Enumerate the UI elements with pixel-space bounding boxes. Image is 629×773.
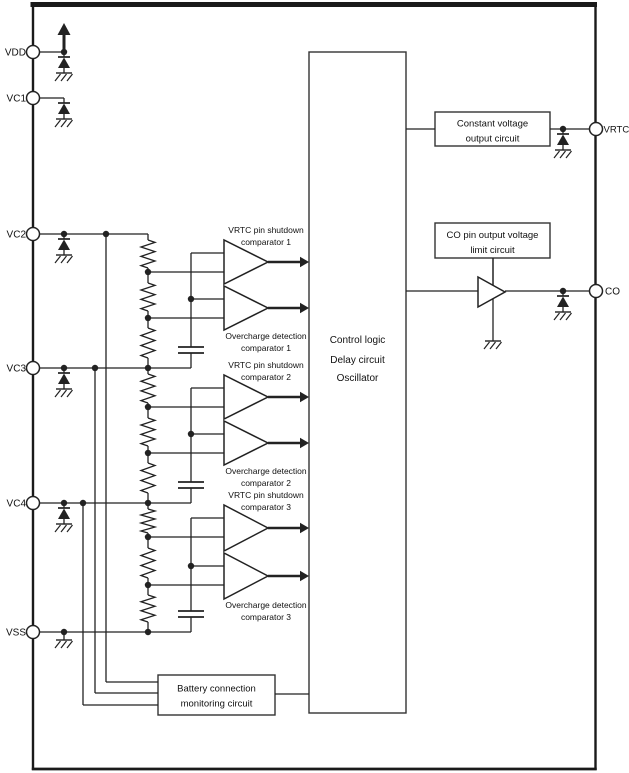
constant-voltage-line2: output circuit xyxy=(465,133,520,145)
co-buffer-triangle xyxy=(478,277,505,307)
ground-icon xyxy=(61,74,67,81)
diode-icon xyxy=(557,297,569,308)
constant-voltage-line1: Constant voltage xyxy=(456,118,529,130)
diode-icon xyxy=(58,104,70,115)
arrowhead-icon xyxy=(300,523,309,533)
pin-terminal-vdd xyxy=(27,46,40,59)
pin-terminal-vc4 xyxy=(27,497,40,510)
diode-icon xyxy=(58,58,70,69)
pin-label-co: CO xyxy=(605,286,620,298)
pin-terminal-vc2 xyxy=(27,228,40,241)
ground-icon xyxy=(560,151,566,158)
ground-icon xyxy=(67,525,73,532)
pin-terminal-vrtc xyxy=(590,123,603,136)
ground-icon xyxy=(67,120,73,127)
co-limit-line1: CO pin output voltage xyxy=(446,230,539,241)
diode-icon xyxy=(58,509,70,520)
comparator-triangle xyxy=(224,286,268,330)
arrowhead-icon xyxy=(300,392,309,402)
comparator-label: VRTC pin shutdown xyxy=(228,490,304,500)
ground-icon xyxy=(490,342,496,349)
pin-vss xyxy=(6,626,40,639)
co-limit-line2: limit circuit xyxy=(470,245,515,256)
junction-dot xyxy=(145,629,151,635)
comparator-triangle xyxy=(224,421,268,465)
ground-icon xyxy=(67,641,73,648)
ground-icon xyxy=(554,151,560,158)
comparator-label: Overcharge detection xyxy=(225,600,307,610)
pin-label-vc2: VC2 xyxy=(6,229,26,241)
resistor-zigzag-icon xyxy=(141,240,155,268)
control-logic-line1: Control logic xyxy=(329,335,386,346)
comparator-triangle xyxy=(224,553,268,599)
ground-icon xyxy=(67,256,73,263)
ground-icon xyxy=(55,641,61,648)
control-logic-line3: Oscillator xyxy=(336,373,379,384)
arrowhead-icon xyxy=(300,571,309,581)
pin-vc2 xyxy=(7,228,40,241)
ground-icon xyxy=(554,313,560,320)
resistor-zigzag-icon xyxy=(141,595,155,622)
constant-voltage-block xyxy=(435,112,550,146)
resistor-zigzag-icon xyxy=(141,548,155,578)
pin-terminal-vss xyxy=(27,626,40,639)
control-logic-block xyxy=(309,52,406,713)
resistor-zigzag-icon xyxy=(141,418,155,446)
ground-icon xyxy=(61,390,67,397)
diode-icon xyxy=(58,240,70,251)
pin-vc4 xyxy=(7,497,40,510)
ground-icon xyxy=(55,120,61,127)
pin-terminal-vc3 xyxy=(27,362,40,375)
comparator-label: VRTC pin shutdown xyxy=(228,225,304,235)
comparator-label: comparator 1 xyxy=(240,237,292,247)
diode-icon xyxy=(557,135,569,146)
battery-monitor-line1: Battery connection xyxy=(177,683,256,695)
ground-icon xyxy=(484,342,490,349)
ground-icon xyxy=(55,390,61,397)
ground-icon xyxy=(61,256,67,263)
comparator-label: comparator 2 xyxy=(240,372,292,382)
resistor-zigzag-icon xyxy=(141,328,155,358)
comparator-label: comparator 3 xyxy=(240,502,292,512)
pin-label-vc1: VC1 xyxy=(6,93,26,105)
pin-vdd xyxy=(5,46,40,59)
pin-label-vss: VSS xyxy=(5,627,26,639)
comparator-label: VRTC pin shutdown xyxy=(228,360,304,370)
pin-vrtc xyxy=(590,123,629,136)
comparator-label: comparator 3 xyxy=(240,612,292,622)
resistor-zigzag-icon xyxy=(141,463,155,493)
co-limit-block xyxy=(435,223,550,258)
ground-icon xyxy=(67,390,73,397)
resistor-zigzag-icon xyxy=(141,374,155,403)
arrowhead-icon xyxy=(300,303,309,313)
pin-label-vdd: VDD xyxy=(4,47,26,59)
ground-icon xyxy=(61,641,67,648)
pin-terminal-vc1 xyxy=(27,92,40,105)
resistor-zigzag-icon xyxy=(141,283,155,311)
diode-icon xyxy=(58,374,70,385)
pin-co xyxy=(590,285,621,298)
resistor-zigzag-icon xyxy=(141,509,155,533)
ground-icon xyxy=(67,74,73,81)
pin-vc3 xyxy=(7,362,40,375)
comparator-label: comparator 1 xyxy=(240,343,292,353)
pin-vc1 xyxy=(7,92,40,105)
up-arrow-icon xyxy=(58,23,71,35)
arrowhead-icon xyxy=(300,257,309,267)
comparator-label: Overcharge detection xyxy=(225,331,307,341)
ground-icon xyxy=(566,313,572,320)
ground-icon xyxy=(566,151,572,158)
ground-icon xyxy=(55,525,61,532)
battery-monitor-block xyxy=(158,675,275,715)
pin-label-vc3: VC3 xyxy=(6,363,26,375)
battery-monitor-line2: monitoring circuit xyxy=(180,698,253,710)
ground-icon xyxy=(61,120,67,127)
control-logic-line2: Delay circuit xyxy=(330,355,385,366)
comparator-label: comparator 2 xyxy=(240,478,292,488)
arrowhead-icon xyxy=(300,438,309,448)
comparator-label: Overcharge detection xyxy=(225,466,307,476)
ground-icon xyxy=(55,256,61,263)
pin-label-vc4: VC4 xyxy=(6,498,26,510)
ground-icon xyxy=(560,313,566,320)
pin-label-vrtc: VRTC xyxy=(603,124,629,136)
ground-icon xyxy=(496,342,502,349)
ground-icon xyxy=(61,525,67,532)
ground-icon xyxy=(55,74,61,81)
pin-terminal-co xyxy=(590,285,603,298)
